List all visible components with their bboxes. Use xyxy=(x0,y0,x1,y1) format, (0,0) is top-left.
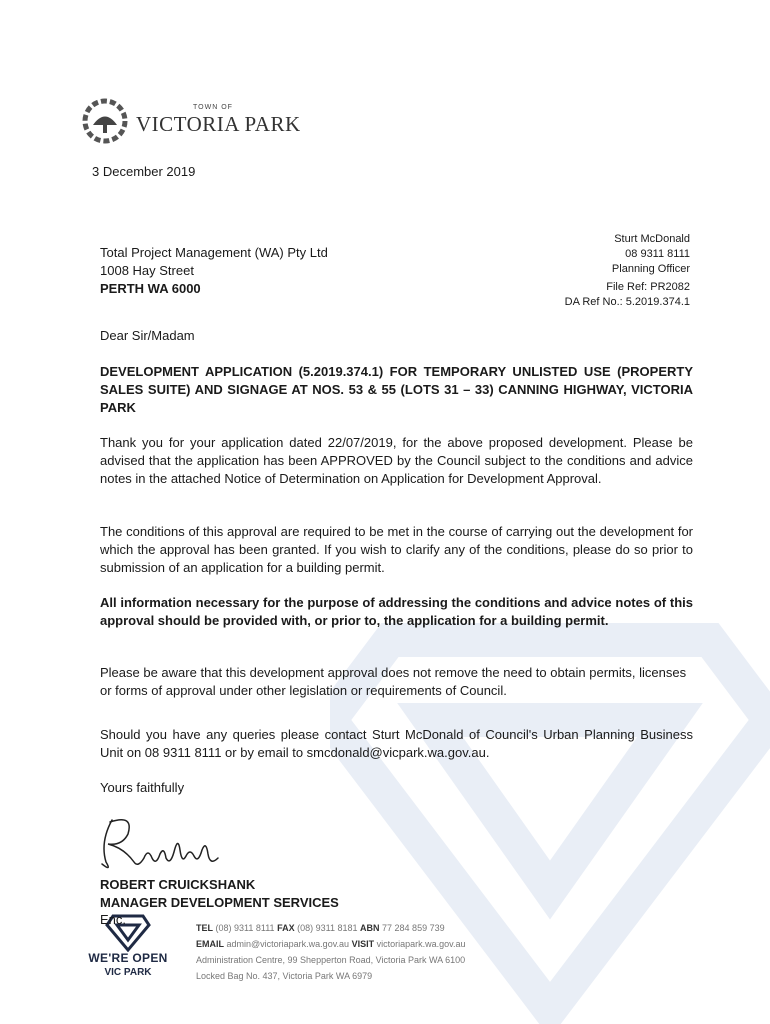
town-emblem-icon xyxy=(80,96,130,146)
footer-website[interactable]: victoriapark.wa.gov.au xyxy=(376,939,466,949)
contact-name: Sturt McDonald xyxy=(614,233,690,245)
paragraph-1: Thank you for your application dated 22/07/2019, for the above proposed development. Please be advised that the application has been APPROVED by the Council subject to the conditions and advice notes in the attached Notice of Determination on Application for Development Approval. xyxy=(100,435,693,486)
town-logo xyxy=(80,96,301,148)
footer-tel: (08) 9311 8111 xyxy=(215,923,275,933)
contact-block xyxy=(565,232,690,310)
footer-email[interactable]: admin@victoriapark.wa.gov.au xyxy=(226,939,350,949)
logo-town-of: TOWN OF xyxy=(193,104,233,111)
footer-address: Administration Centre, 99 Shepperton Road, Victoria Park WA 6100 xyxy=(196,955,466,965)
enclosure-note: Enc. xyxy=(100,912,127,927)
logo-org-name: VICTORIA PARK xyxy=(136,112,301,136)
recipient-address xyxy=(100,244,328,298)
recipient-line-2: 1008 Hay Street xyxy=(100,263,194,278)
slogan-vic-park: VIC PARK xyxy=(104,967,152,978)
recipient-line-1: Total Project Management (WA) Pty Ltd xyxy=(100,245,328,260)
footer-line-2: EMAIL admin@victoriapark.wa.gov.au VISIT victoriapark.wa.gov.au xyxy=(196,939,466,949)
contact-title: Planning Officer xyxy=(611,263,690,275)
signature xyxy=(94,812,224,876)
file-ref: File Ref: PR2082 xyxy=(606,281,690,293)
da-ref: DA Ref No.: 5.2019.374.1 xyxy=(564,296,690,308)
letter-date: 3 December 2019 xyxy=(92,164,196,179)
slogan-were-open: WE'RE OPEN xyxy=(88,951,168,965)
salutation: Dear Sir/Madam xyxy=(100,328,195,343)
were-open-logo xyxy=(78,912,178,982)
footer-fax: (08) 9311 8181 xyxy=(297,923,358,933)
paragraph-5: Should you have any queries please contact Sturt McDonald of Council's Urban Planning Business Unit on 08 9311 8111 or by email to smcdonald@vicpark.wa.gov.au. xyxy=(100,727,693,760)
footer-line-1: TEL (08) 9311 8111 FAX (08) 9311 8181 ABN 77 284 859 739 xyxy=(196,923,445,933)
paragraph-4: Please be aware that this development approval does not remove the need to obtain permits, licenses or forms of approval under other legislation or requirements of Council. xyxy=(100,665,687,698)
recipient-line-3: PERTH WA 6000 xyxy=(100,281,201,296)
footer-contact-info xyxy=(196,920,465,984)
footer-abn: 77 284 859 739 xyxy=(382,923,445,933)
closing: Yours faithfully xyxy=(100,780,185,795)
signatory-name: ROBERT CRUICKSHANK xyxy=(100,877,256,892)
paragraph-2: The conditions of this approval are required to be met in the course of carrying out the development for which the approval has been granted. If you wish to clarify any of the conditions, please do so prior to submission of an application for a building permit. xyxy=(100,524,693,575)
footer-postal: Locked Bag No. 437, Victoria Park WA 6979 xyxy=(196,971,373,981)
signatory-title: MANAGER DEVELOPMENT SERVICES xyxy=(100,895,339,910)
subject-line: DEVELOPMENT APPLICATION (5.2019.374.1) FOR TEMPORARY UNLISTED USE (PROPERTY SALES SUITE) AND SIGNAGE AT NOS. 53 & 55 (LOTS 31 – 33) CANNING HIGHWAY, VICTORIA PARK xyxy=(100,364,693,415)
contact-phone: 08 9311 8111 xyxy=(625,248,690,260)
paragraph-3: All information necessary for the purpose of addressing the conditions and advice notes of this approval should be provided with, or prior to, the application for a building permit. xyxy=(100,595,693,628)
signatory-block xyxy=(100,876,339,912)
